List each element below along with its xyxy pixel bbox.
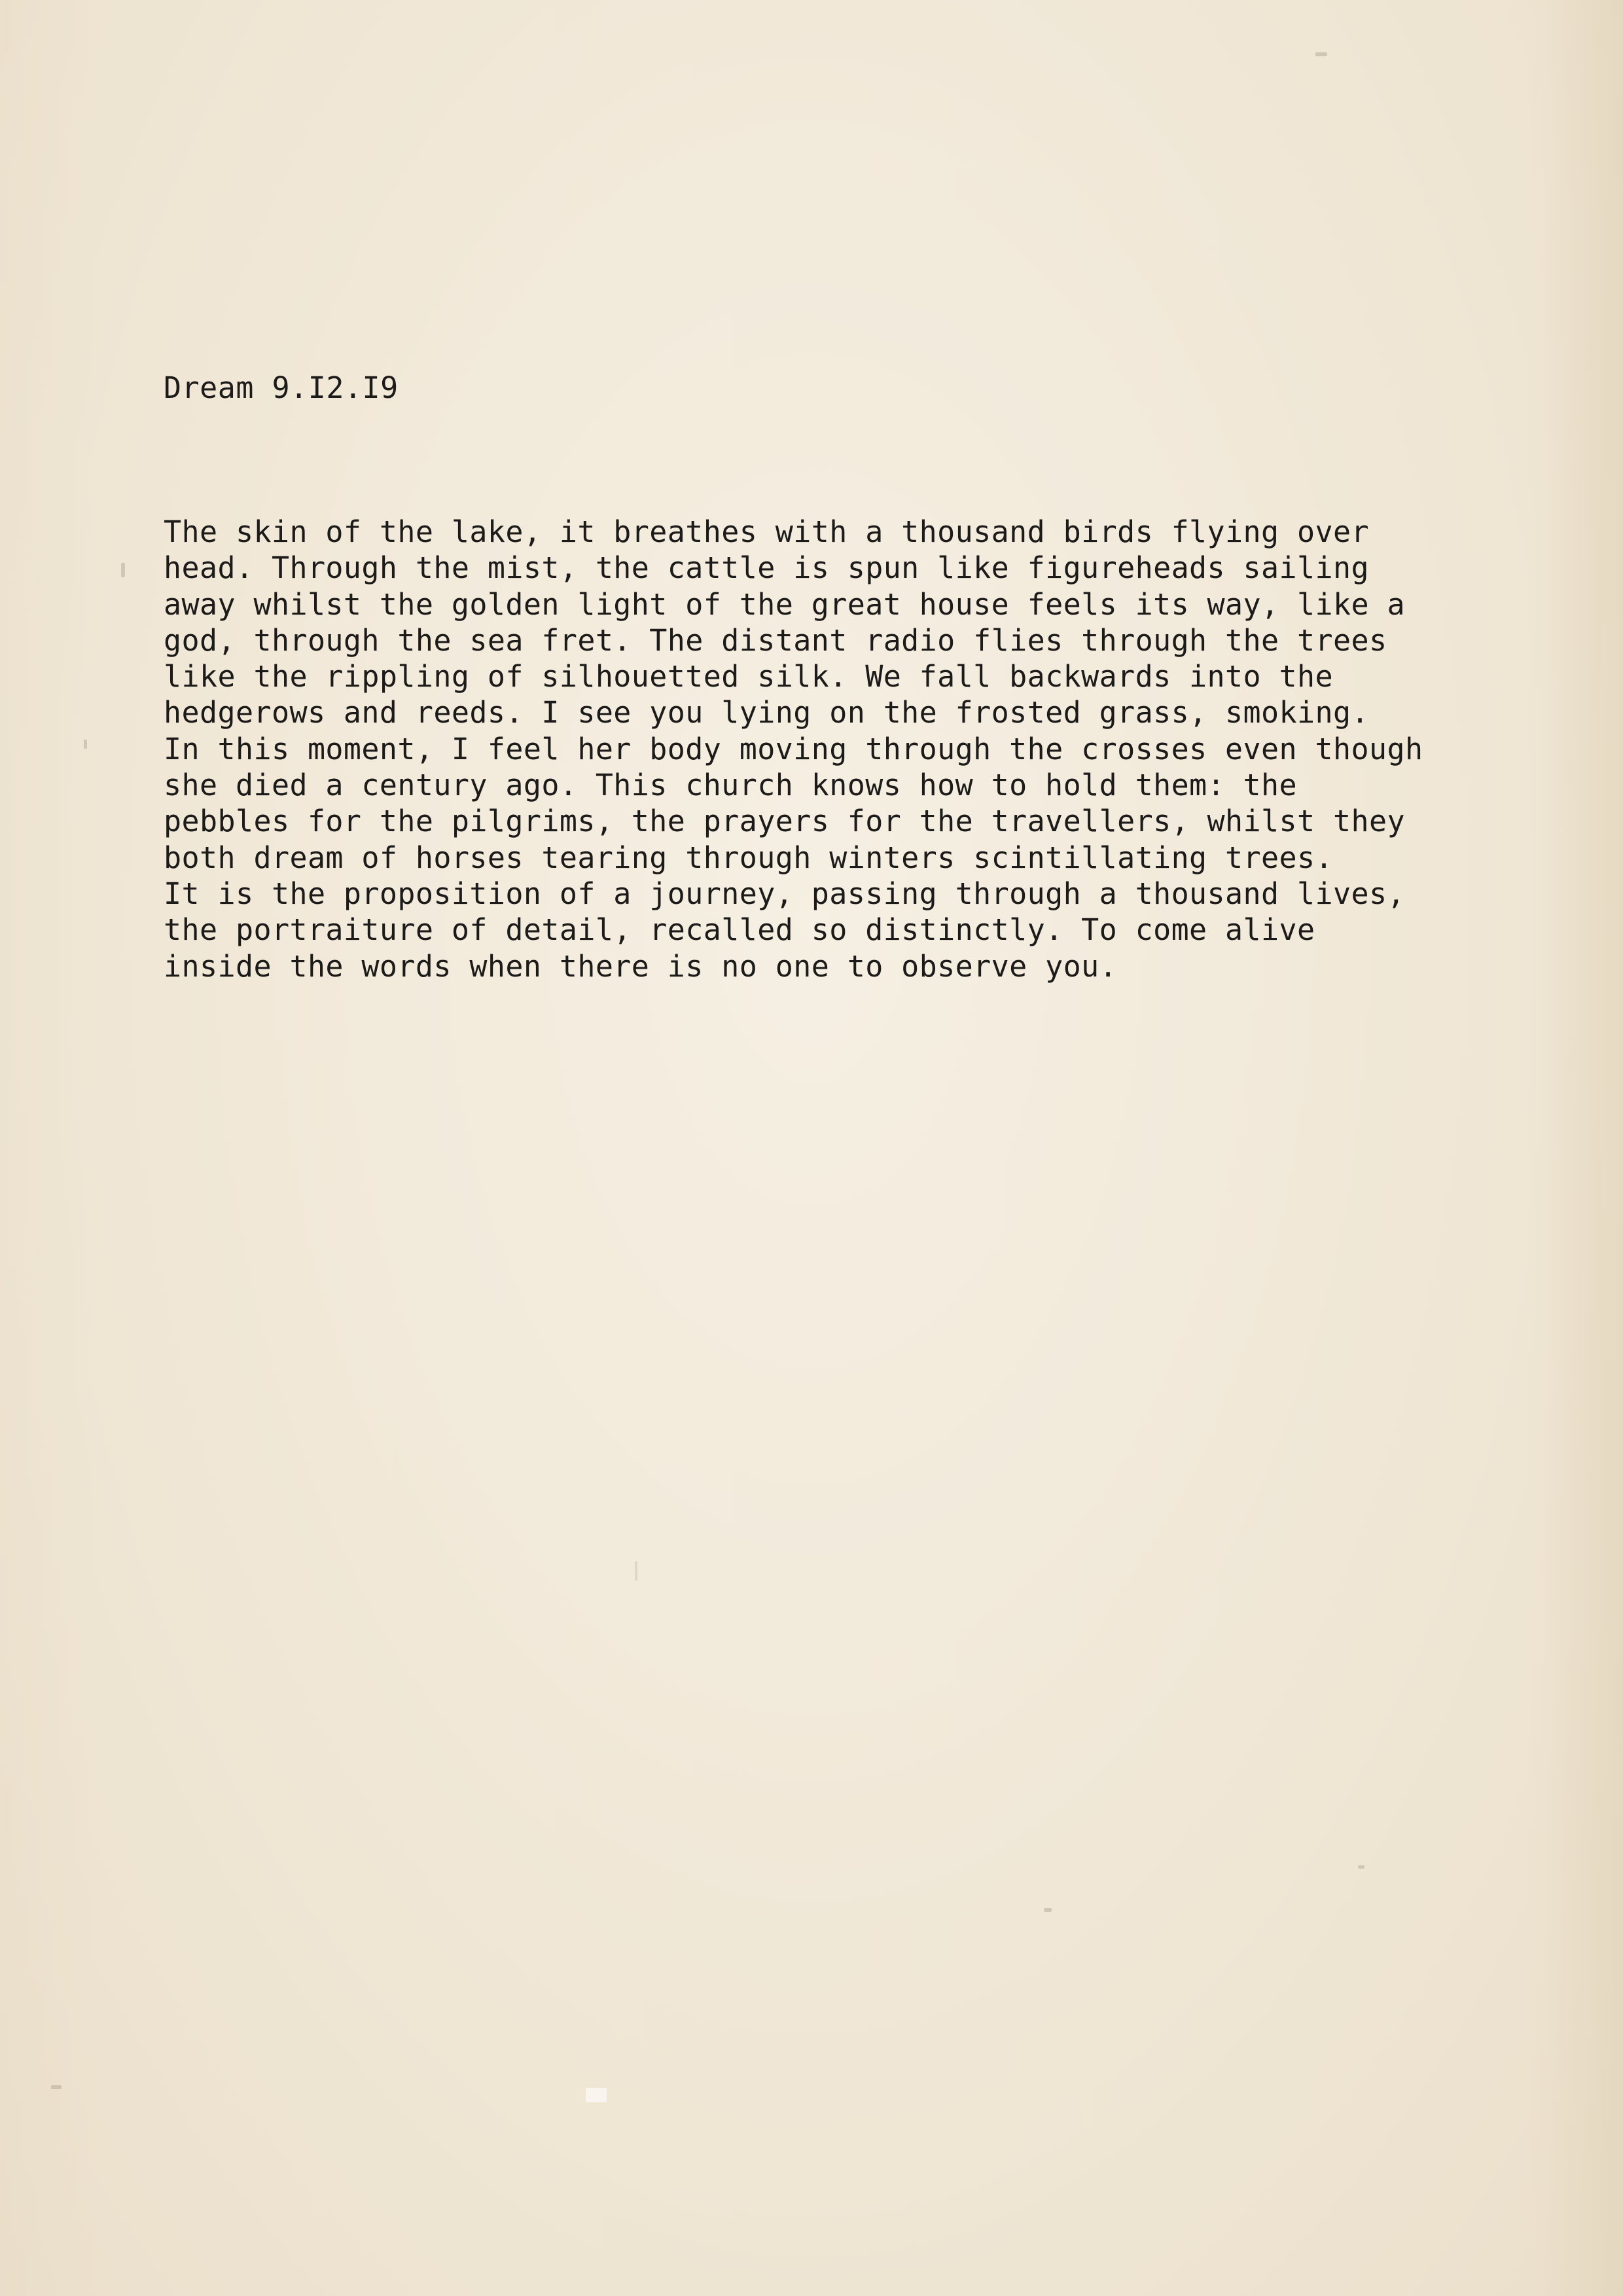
- body-line: like the rippling of silhouetted silk. We fall backwards into the: [164, 659, 1333, 694]
- body-line: both dream of horses tearing through winters scintillating trees.: [164, 840, 1333, 875]
- paper-speck: [51, 2085, 62, 2089]
- paper-edge-shade: [1544, 0, 1623, 2296]
- body-line: away whilst the golden light of the great house feels its way, like a: [164, 586, 1405, 622]
- body-line: In this moment, I feel her body moving through the crosses even though: [164, 731, 1423, 766]
- body-line: inside the words when there is no one to observe you.: [164, 948, 1118, 984]
- paper-speck: [84, 740, 87, 749]
- paper-speck: [1315, 52, 1327, 56]
- body-line: head. Through the mist, the cattle is spun like figureheads sailing: [164, 550, 1369, 586]
- paper-speck: [121, 563, 125, 577]
- body-line: hedgerows and reeds. I see you lying on the frosted grass, smoking.: [164, 695, 1369, 730]
- paper-speck: [1044, 1908, 1052, 1912]
- body-line: god, through the sea fret. The distant radio flies through the trees: [164, 622, 1387, 658]
- paper-speck: [635, 1561, 637, 1581]
- body-line: The skin of the lake, it breathes with a thousand birds flying over: [164, 514, 1369, 549]
- paper-speck: [586, 2088, 607, 2102]
- body-line: It is the proposition of a journey, passing through a thousand lives,: [164, 876, 1405, 911]
- document-title: Dream 9.I2.I9: [164, 370, 399, 405]
- document-body: [164, 514, 1423, 984]
- body-line: pebbles for the pilgrims, the prayers for the travellers, whilst they: [164, 804, 1405, 839]
- body-line: the portraiture of detail, recalled so distinctly. To come alive: [164, 912, 1315, 948]
- paper-speck: [1358, 1865, 1364, 1869]
- body-line: she died a century ago. This church knows how to hold them: the: [164, 768, 1298, 803]
